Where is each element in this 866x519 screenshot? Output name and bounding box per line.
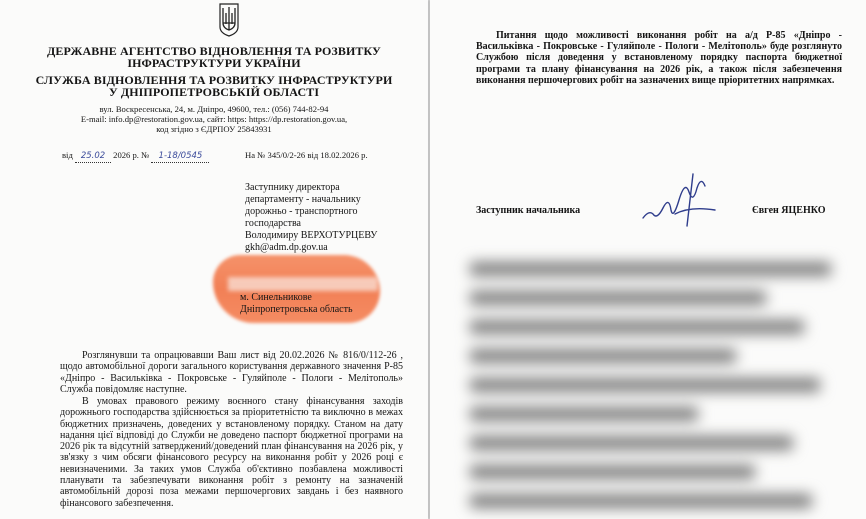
addressee-email: gkh@adm.dp.gov.ua	[245, 242, 328, 253]
addressee-city: м. Синельникове	[240, 292, 312, 303]
addressee-line-3: дорожньо - транспортного	[245, 206, 358, 217]
addressee-line-1: Заступнику директора	[245, 182, 340, 193]
contact-address: вул. Воскресенська, 24, м. Дніпро, 49600, тел.: (056) 744-82-94	[99, 104, 329, 114]
service-name-line2: У ДНІПРОПЕТРОВСЬКІЙ ОБЛАСТІ	[108, 85, 320, 99]
reply-reference: На № 345/0/2-26 від 18.02.2026 р.	[245, 150, 368, 160]
reg-year: 2026 р.	[113, 150, 139, 160]
blurred-content	[470, 262, 850, 519]
addressee-region: Дніпропетровська область	[240, 304, 353, 315]
contact-email-site: E-mail: info.dp@restoration.gov.ua, сайт: https: https://dp.restoration.gov.ua,	[80, 114, 348, 124]
letter-page-right	[430, 0, 866, 519]
signer-role: Заступник начальника	[476, 205, 581, 216]
letter-page-left	[0, 0, 428, 519]
signer-name: Євген ЯЦЕНКО	[752, 205, 826, 216]
coat-of-arms-trident-icon	[219, 3, 239, 37]
redaction-highlight	[228, 277, 378, 291]
addressee-line-2: департаменту - начальнику	[245, 194, 361, 205]
service-name-line1: СЛУЖБА ВІДНОВЛЕННЯ ТА РОЗВИТКУ ІНФРАСТРУКТУРИ	[35, 73, 393, 87]
right-body-paragraph: Питання щодо можливості виконання робіт на а/д Р-85 «Дніпро - Васильківка - Покровське - Гуляйполе - Пологи - Мелітополь» буде розглянуто Службою після доведення у встановленому порядку паспорта бюджетної програми та плану фінансування на 2026 рік, а також після забезпечення виконання першочергових робіт на зазначених вище пріоритетних напрямках.	[476, 30, 842, 86]
agency-name-line1: ДЕРЖАВНЕ АГЕНТСТВО ВІДНОВЛЕННЯ ТА РОЗВИТКУ	[47, 44, 381, 58]
registration-line	[62, 149, 209, 163]
reg-number: 1-18/0545	[151, 150, 209, 163]
addressee-line-4: господарства	[245, 218, 301, 229]
handwritten-signature	[635, 170, 730, 230]
reg-no-label: №	[141, 150, 150, 160]
body-paragraph-1: Розглянувши та опрацювавши Ваш лист від 20.02.2026 № 816/0/112-26 , щодо автомобільної дороги загального користування державного значення Р-85 «Дніпро - Васильківка - Покровське - Гуляйполе - Пологи - Мелітополь» Служба повідомляє наступне.	[60, 350, 403, 395]
addressee-name: Володимиру ВЕРХОТУРЦЕВУ	[245, 230, 378, 241]
reg-prefix: від	[62, 150, 73, 160]
contact-edrpou: код згідно з ЄДРПОУ 25843931	[156, 124, 272, 134]
body-paragraph-2: В умовах правового режиму воєнного стану фінансування заходів дорожнього господарства здійснюється за пріоритетністю та виключно в межах бюджетних призначень, доведених у встановленому порядку. Станом на дату надання цієї відповіді до Служби не доведено паспорт бюджетної програми на 2026 рік та відсутній затверджений/доведений план фінансування на 2026 рік, у зв'язку з чим обсяги фінансового ресурсу на виконання робіт у 2026 році є невизначеними. За таких умов Служба об'єктивно позбавлена можливості планувати та забезпечувати виконання робіт з ремонту на зазначеній автомобільній дорозі поза межами першочергових завдань і без наявного фінансового забезпечення.	[60, 396, 403, 509]
agency-name-line2: ІНФРАСТРУКТУРИ УКРАЇНИ	[127, 56, 301, 70]
reg-date: 25.02	[75, 150, 111, 163]
